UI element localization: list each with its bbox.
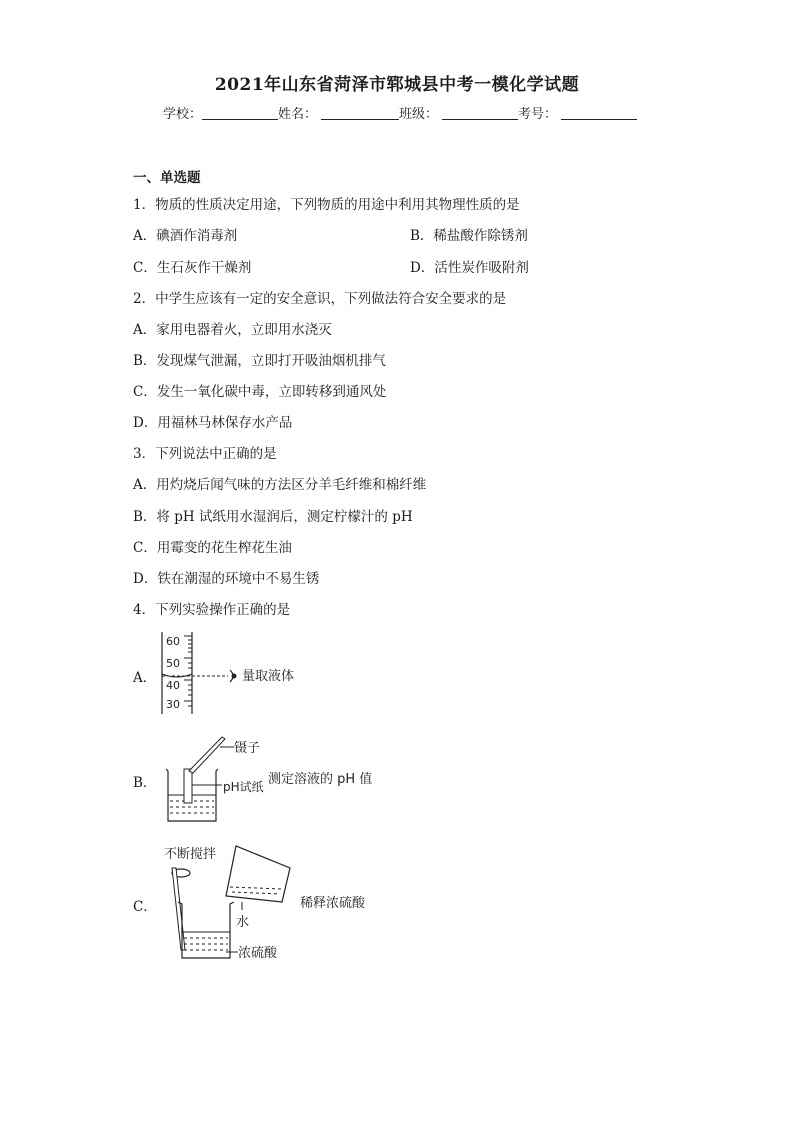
- q4-option-a-label[interactable]: A．: [133, 670, 157, 686]
- cylinder-caption: 量取液体: [242, 669, 295, 684]
- water-label: 水: [236, 915, 250, 930]
- q3-option-c[interactable]: C．用霉变的花生榨花生油: [133, 540, 292, 556]
- q2-option-a[interactable]: A．家用电器着火，立即用水浇灭: [133, 322, 332, 338]
- tick-50: 50: [166, 657, 180, 670]
- name-label: 姓名：: [278, 107, 318, 122]
- name-blank[interactable]: [321, 107, 399, 120]
- dilution-caption: 稀释浓硫酸: [300, 896, 366, 911]
- q1-option-a[interactable]: A．碘酒作消毒剂: [133, 228, 238, 244]
- number-label: 考号：: [518, 107, 558, 122]
- page-title: 2021年山东省菏泽市郓城县中考一模化学试题: [214, 75, 580, 95]
- q2-option-d[interactable]: D．用福林马林保存水产品: [133, 415, 293, 431]
- q1-stem: 1．物质的性质决定用途，下列物质的用途中利用其物理性质的是: [133, 197, 520, 213]
- q4-option-c-label[interactable]: C．: [133, 899, 157, 915]
- q2-option-c[interactable]: C．发生一氧化碳中毒，立即转移到通风处: [133, 384, 387, 400]
- ph-test-diagram: [160, 733, 390, 828]
- q4-option-b-label[interactable]: B．: [133, 775, 157, 791]
- q4-stem: 4．下列实验操作正确的是: [133, 602, 291, 618]
- q3-option-b[interactable]: B．将 pH 试纸用水湿润后，测定柠檬汁的 pH: [133, 509, 413, 525]
- school-label: 学校：: [163, 107, 203, 122]
- tick-60: 60: [166, 635, 180, 648]
- q2-option-b[interactable]: B．发现煤气泄漏，立即打开吸油烟机排气: [133, 353, 386, 369]
- info-line: [163, 103, 637, 122]
- ph-paper-label: pH试纸: [223, 780, 264, 794]
- school-blank[interactable]: [202, 107, 278, 120]
- stir-label: 不断搅拌: [164, 847, 217, 862]
- q3-stem: 3．下列说法中正确的是: [133, 446, 277, 462]
- q1-option-d[interactable]: D．活性炭作吸附剂: [410, 260, 529, 276]
- glass-rod-icon: [172, 868, 185, 950]
- q1-option-c[interactable]: C．生石灰作干燥剂: [133, 260, 252, 276]
- section-heading: 一、单选题: [133, 170, 201, 186]
- ph-test-caption: 测定溶液的 pH 值: [268, 772, 373, 787]
- acid-label: 浓硫酸: [238, 946, 278, 961]
- q2-stem: 2．中学生应该有一定的安全意识，下列做法符合安全要求的是: [133, 291, 507, 307]
- class-blank[interactable]: [442, 107, 518, 120]
- cylinder-diagram: [150, 628, 320, 718]
- q3-option-a[interactable]: A．用灼烧后闻气味的方法区分羊毛纤维和棉纤维: [133, 477, 427, 493]
- tick-30: 30: [166, 698, 180, 711]
- dilution-diagram: [160, 840, 390, 965]
- tweezers-label: 镊子: [234, 741, 261, 756]
- q1-option-b[interactable]: B．稀盐酸作除锈剂: [410, 228, 528, 244]
- pouring-beaker-icon: [226, 846, 290, 902]
- tick-40: 40: [166, 679, 180, 692]
- number-blank[interactable]: [561, 107, 637, 120]
- tweezers-icon: [189, 737, 225, 773]
- class-label: 班级：: [399, 107, 439, 122]
- q3-option-d[interactable]: D．铁在潮湿的环境中不易生锈: [133, 571, 320, 587]
